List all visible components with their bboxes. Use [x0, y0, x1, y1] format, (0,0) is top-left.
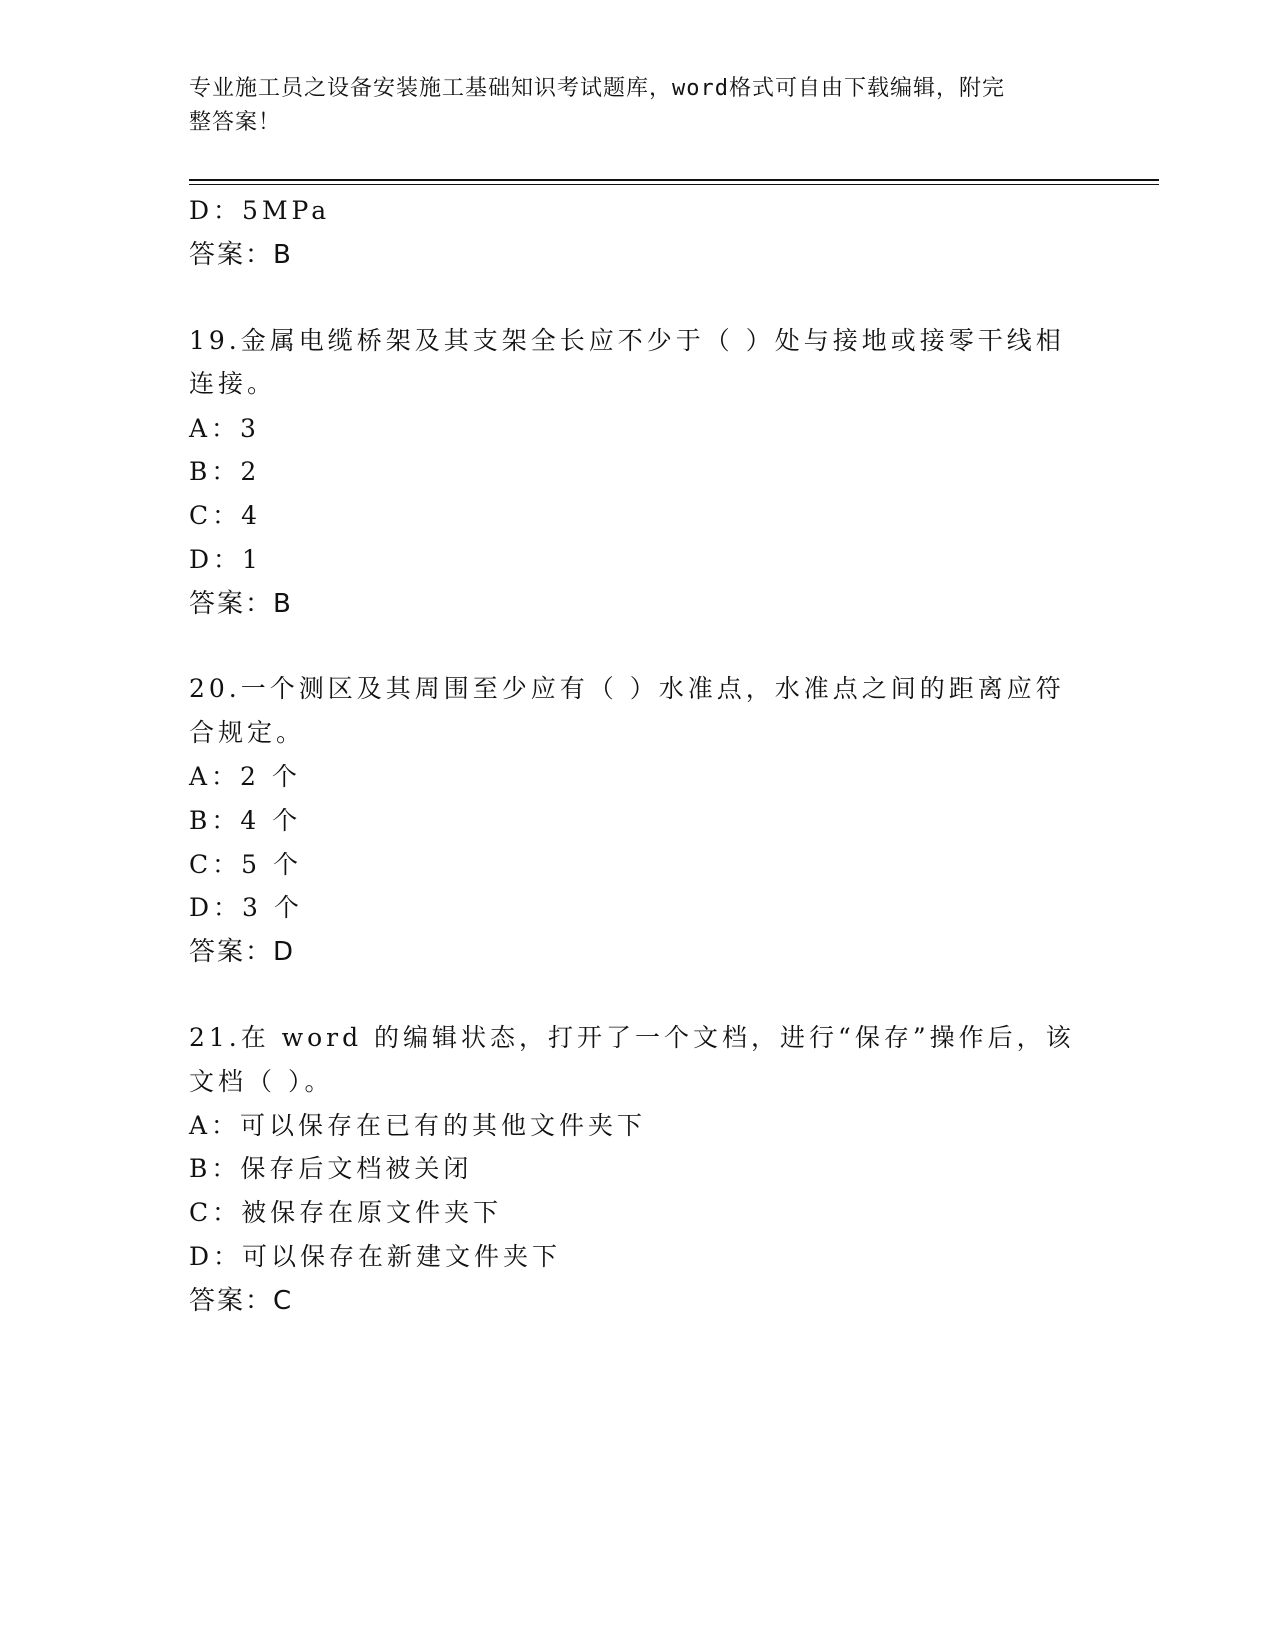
q19-answer: 答案：B — [189, 589, 293, 619]
q20-option-d: D：3 个 — [189, 893, 303, 922]
q21-stem-line-1: 21.在 word 的编辑状态，打开了一个文档，进行“保存”操作后，该 — [189, 1023, 1075, 1052]
header-line-1: 专业施工员之设备安装施工基础知识考试题库，word格式可自由下载编辑，附完 — [189, 76, 1005, 101]
q21-stem-line-2: 文档（ ）。 — [189, 1067, 334, 1096]
q20-stem-line-1: 20.一个测区及其周围至少应有（ ）水准点，水准点之间的距离应符 — [189, 674, 1065, 703]
q19-stem-line-2: 连接。 — [189, 369, 277, 398]
q19-option-a: A：3 — [189, 414, 260, 443]
header-divider-thick — [189, 179, 1159, 181]
q21-option-c: C：被保存在原文件夹下 — [189, 1198, 503, 1227]
q20-option-c: C：5 个 — [189, 850, 302, 879]
q20-stem-line-2: 合规定。 — [189, 718, 306, 747]
q19-option-d: D：1 — [189, 545, 262, 574]
q19-option-b: B：2 — [189, 457, 261, 486]
q19-stem-line-1: 19.金属电缆桥架及其支架全长应不少于（ ）处与接地或接零干线相 — [189, 326, 1065, 355]
header-divider-thin — [189, 184, 1159, 185]
q21-option-a: A：可以保存在已有的其他文件夹下 — [189, 1111, 647, 1140]
header-line-2: 整答案！ — [189, 110, 282, 135]
prev-answer: 答案：B — [189, 240, 293, 270]
q20-option-a: A：2 个 — [189, 762, 301, 791]
document-header — [189, 72, 1069, 140]
q21-option-d: D：可以保存在新建文件夹下 — [189, 1242, 562, 1271]
q19-option-c: C：4 — [189, 501, 262, 530]
q20-answer: 答案：D — [189, 937, 296, 967]
prev-option-d: D：5MPa — [189, 196, 331, 225]
q21-option-b: B：保存后文档被关闭 — [189, 1154, 473, 1183]
q21-answer: 答案：C — [189, 1286, 294, 1316]
q20-option-b: B：4 个 — [189, 806, 302, 835]
